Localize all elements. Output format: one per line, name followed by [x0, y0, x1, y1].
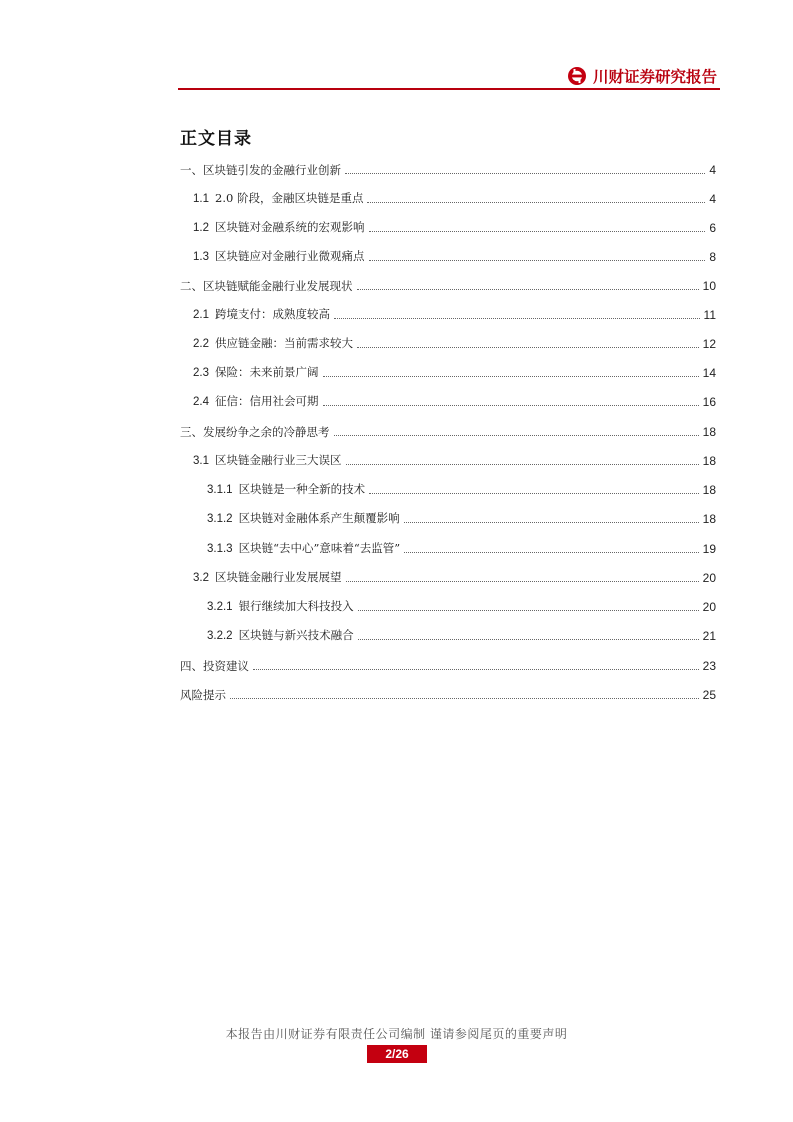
toc-title: 正文目录 — [180, 129, 252, 149]
toc-entry-page: 8 — [709, 250, 716, 264]
toc-entry-label: 征信：信用社会可期 — [215, 394, 319, 408]
toc-entry-number: 1.1 — [193, 193, 209, 205]
toc-entry-page: 18 — [702, 483, 716, 497]
toc-entry-label: 区块链金融行业三大误区 — [215, 453, 342, 467]
toc-entry[interactable] — [180, 157, 716, 177]
toc-entry-number: 3.2 — [193, 572, 209, 584]
header-brand — [567, 64, 717, 88]
toc-entry-label: 区块链对金融体系产生颠覆影响 — [238, 511, 400, 525]
leader-dots — [334, 318, 700, 319]
toc-entry-number: 3.2.1 — [207, 601, 233, 613]
toc-entry-page: 20 — [702, 571, 716, 585]
toc-entry-number: 2.3 — [193, 367, 209, 379]
toc-entry-label: 风险提示 — [180, 688, 226, 702]
chuancai-logo-icon — [567, 66, 587, 86]
leader-dots — [230, 698, 699, 699]
toc-entry[interactable] — [193, 331, 716, 351]
toc-entry[interactable] — [180, 682, 716, 702]
toc-entry-label: 区块链与新兴技术融合 — [238, 628, 354, 642]
toc-entry-label: 区块链应对金融行业微观痛点 — [215, 249, 365, 263]
toc-entry[interactable] — [193, 565, 716, 585]
toc-entry-page: 23 — [702, 659, 716, 673]
page-number-badge: 2/26 — [367, 1045, 427, 1063]
toc-entry-label: 一、区块链引发的金融行业创新 — [180, 163, 341, 177]
leader-dots — [404, 522, 699, 523]
leader-dots — [357, 347, 699, 348]
toc-entry[interactable] — [207, 536, 716, 556]
toc-entry-label: 区块链“去中心”意味着“去监管” — [238, 541, 401, 555]
toc-entry[interactable] — [193, 389, 716, 409]
toc-entry[interactable] — [193, 215, 716, 235]
toc-entry-label: 银行继续加大科技投入 — [238, 599, 354, 613]
toc-entry-page: 12 — [702, 337, 716, 351]
toc-entry[interactable] — [193, 302, 716, 322]
toc-entry-page: 18 — [702, 454, 716, 468]
leader-dots — [367, 202, 705, 203]
leader-dots — [358, 639, 699, 640]
toc-entry[interactable] — [207, 477, 716, 497]
toc-entry-page: 16 — [702, 395, 716, 409]
leader-dots — [345, 173, 705, 174]
toc-entry-label: 二、区块链赋能金融行业发展现状 — [180, 279, 353, 293]
leader-dots — [253, 669, 699, 670]
toc-entry-page: 18 — [702, 512, 716, 526]
toc-entry[interactable] — [180, 419, 716, 439]
toc-entry-label: 区块链是一种全新的技术 — [238, 482, 366, 496]
toc-entry-page: 4 — [709, 192, 716, 206]
header-divider — [178, 88, 720, 90]
toc-entry-page: 19 — [702, 542, 716, 556]
toc-entry-number: 3.1.2 — [207, 513, 233, 525]
toc-entry[interactable] — [180, 273, 716, 293]
toc-entry-label: 四、投资建议 — [180, 659, 249, 673]
toc-entry-label: 区块链金融行业发展展望 — [215, 570, 342, 584]
toc-entry-number: 1.3 — [193, 251, 209, 263]
toc-entry-number: 2.1 — [193, 309, 209, 321]
leader-dots — [323, 376, 699, 377]
toc-entry-page: 10 — [702, 279, 716, 293]
leader-dots — [346, 581, 699, 582]
toc-entry-page: 4 — [709, 163, 716, 177]
toc-entry[interactable] — [180, 653, 716, 673]
toc-entry-label: 2.0 阶段，金融区块链是重点 — [215, 191, 364, 205]
leader-dots — [323, 405, 699, 406]
leader-dots — [369, 493, 699, 494]
toc-entry-page: 18 — [702, 425, 716, 439]
toc-entry-label: 供应链金融：当前需求较大 — [215, 336, 353, 350]
toc-entry-page: 25 — [702, 688, 716, 702]
toc-entry[interactable] — [193, 360, 716, 380]
toc-entry[interactable] — [193, 244, 716, 264]
leader-dots — [358, 610, 699, 611]
leader-dots — [369, 260, 706, 261]
toc-entry-page: 20 — [702, 600, 716, 614]
brand-name: 川财证券研究报告 — [592, 67, 717, 86]
toc-entry[interactable] — [207, 594, 716, 614]
toc-entry-number: 1.2 — [193, 222, 209, 234]
leader-dots — [346, 464, 699, 465]
leader-dots — [357, 289, 699, 290]
toc-entry-label: 跨境支付：成熟度较高 — [215, 307, 330, 321]
footer-disclaimer: 本报告由川财证券有限责任公司编制 谨请参阅尾页的重要声明 — [225, 1027, 568, 1041]
toc-entry-number: 3.1 — [193, 455, 209, 467]
leader-dots — [334, 435, 699, 436]
toc-entry-label: 区块链对金融系统的宏观影响 — [215, 220, 365, 234]
toc-entry-label: 保险：未来前景广阔 — [215, 365, 319, 379]
toc-entry[interactable] — [207, 623, 716, 643]
toc-entry-number: 3.1.1 — [207, 484, 233, 496]
toc-entry-number: 2.4 — [193, 396, 209, 408]
toc-entry[interactable] — [193, 186, 716, 206]
toc-entry[interactable] — [207, 506, 716, 526]
toc-entry[interactable] — [193, 448, 716, 468]
toc-entry-page: 21 — [702, 629, 716, 643]
toc-entry-number: 3.1.3 — [207, 543, 233, 555]
toc-entry-number: 3.2.2 — [207, 630, 233, 642]
leader-dots — [404, 552, 699, 553]
leader-dots — [369, 231, 706, 232]
toc-entry-page: 14 — [702, 366, 716, 380]
toc-entry-label: 三、发展纷争之余的冷静思考 — [180, 425, 330, 439]
toc-entry-page: 6 — [709, 221, 716, 235]
toc-entry-number: 2.2 — [193, 338, 209, 350]
toc-entry-page: 11 — [703, 308, 716, 322]
